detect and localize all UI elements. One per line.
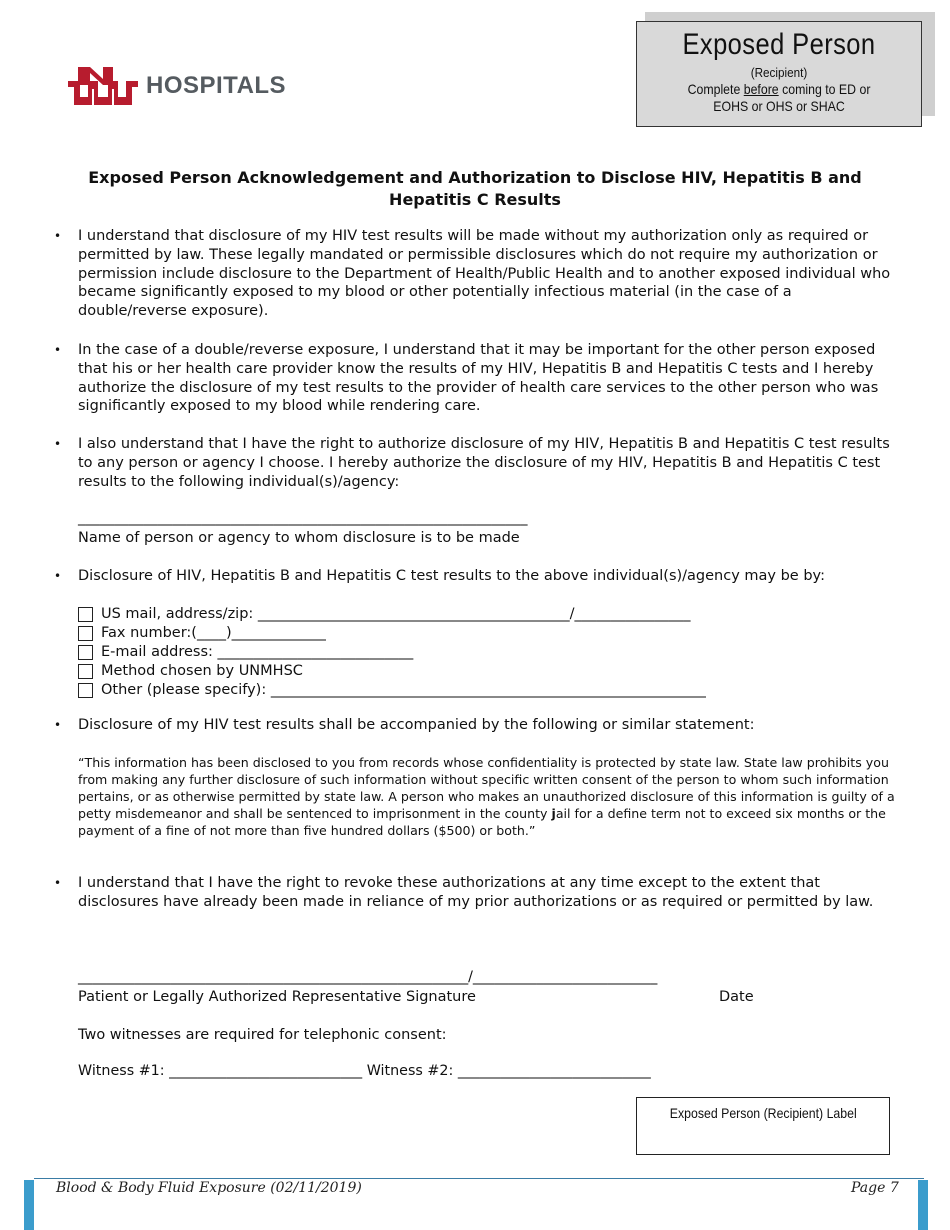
witness-fields[interactable]: Witness #1: ___________________________ Witness #2: ___________________________ (78, 1063, 651, 1079)
bullet-paragraph-3: • I also understand that I have the right to authorize disclosure of my HIV, Hepatitis B and Hepatitis C test results to any person or agency I choose. I hereby authorize the disclosure of my HIV, Hepatitis B and Hepatitis C test results to the following individual(s)/agency: (54, 436, 890, 490)
recipient-label-box: Exposed Person (Recipient) Label (636, 1097, 890, 1155)
bullet-paragraph-5: • Disclosure of my HIV test results shall be accompanied by the following or similar statement: (54, 717, 755, 733)
date-label: Date (719, 989, 754, 1005)
exposed-person-box (636, 21, 922, 127)
witness-note: Two witnesses are required for telephonic consent: (78, 1027, 447, 1043)
exposed-box-locations: EOHS or OHS or SHAC (713, 98, 845, 114)
bullet-paragraph-1: • I understand that disclosure of my HIV test results will be made without my authorization only as required or permitted by law. These legally mandated or permissible disclosures which do not require my authorization or permission include disclosure to the Department of Health/Public Health and to another exposed individual who became significantly exposed to my blood or other potentially infectious material (in the case of a double/reverse exposure). (54, 228, 891, 320)
signature-field[interactable]: _______________________________________________________/__________________________ (78, 969, 658, 985)
bullet-icon: • (54, 876, 62, 890)
option-us-mail[interactable]: US mail, address/zip: ___________________________________________/________________ (78, 605, 691, 624)
exposed-box-title: Exposed Person (682, 28, 876, 61)
checkbox[interactable] (78, 645, 93, 660)
logo-text: HOSPITALS (146, 72, 287, 99)
checkbox[interactable] (78, 683, 93, 698)
option-fax[interactable]: Fax number:(____)_____________ (78, 624, 326, 643)
hospital-logo (68, 66, 286, 106)
page-title: Exposed Person Acknowledgement and Authorization to Disclose HIV, Hepatitis B and Hepatitis C Results (88, 168, 862, 209)
checkbox[interactable] (78, 607, 93, 622)
footer-document-title: Blood & Body Fluid Exposure (02/11/2019) (56, 1180, 362, 1196)
option-unmhsc[interactable]: Method chosen by UNMHSC (78, 662, 303, 681)
bullet-paragraph-6: • I understand that I have the right to revoke these authorizations at any time except to the extent that disclosures have already been made in reliance of my prior authorizations or as required or permitted by law. (54, 875, 874, 910)
checkbox[interactable] (78, 664, 93, 679)
footer-page-number: Page 7 (851, 1180, 899, 1196)
footer-accent-right (918, 1180, 928, 1230)
bullet-icon: • (54, 343, 62, 357)
bullet-icon: • (54, 229, 62, 243)
bullet-paragraph-4: • Disclosure of HIV, Hepatitis B and Hepatitis C test results to the above individual(s)/agency may be by: (54, 568, 825, 584)
bullet-icon: • (54, 437, 62, 451)
signature-caption: Patient or Legally Authorized Representative Signature (78, 989, 476, 1005)
option-email[interactable]: E-mail address: ___________________________ (78, 643, 413, 662)
recipient-caption: Name of person or agency to whom disclosure is to be made (78, 530, 520, 546)
footer-accent-left (24, 1180, 34, 1230)
bullet-icon: • (54, 718, 62, 732)
recipient-name-field[interactable]: ______________________________________________________________ (78, 510, 528, 526)
option-other[interactable]: Other (please specify): ____________________________________________________________ (78, 681, 706, 700)
footer-divider (34, 1178, 924, 1179)
exposed-box-instruction: Complete before coming to ED or (687, 81, 871, 97)
bullet-paragraph-2: • In the case of a double/reverse exposure, I understand that it may be important for the other person exposed that his or her health care provider know the results of my HIV, Hepatitis B and Hepatitis C tests and I hereby authorize the disclosure of my test results to the provider of health care services to the other person who was significantly exposed to my blood while rendering care. (54, 342, 879, 415)
disclosure-statement: “This information has been disclosed to you from records whose confidentiality is protected by state law. State law prohibits you from making any further disclosure of such information without specific written consent of the person to whom such information pertains, or as otherwise permitted by state law. A person who makes an unauthorized disclosure of this information is guilty of a petty misdemeanor and shall be sentenced to imprisonment in the county jail for a define term not to exceed six months or the payment of a fine of not more than five hundred dollars ($500) or both.” (78, 755, 895, 838)
bullet-icon: • (54, 569, 62, 583)
checkbox[interactable] (78, 626, 93, 641)
exposed-box-subtitle: (Recipient) (750, 65, 808, 80)
unm-logo-icon (68, 67, 138, 105)
